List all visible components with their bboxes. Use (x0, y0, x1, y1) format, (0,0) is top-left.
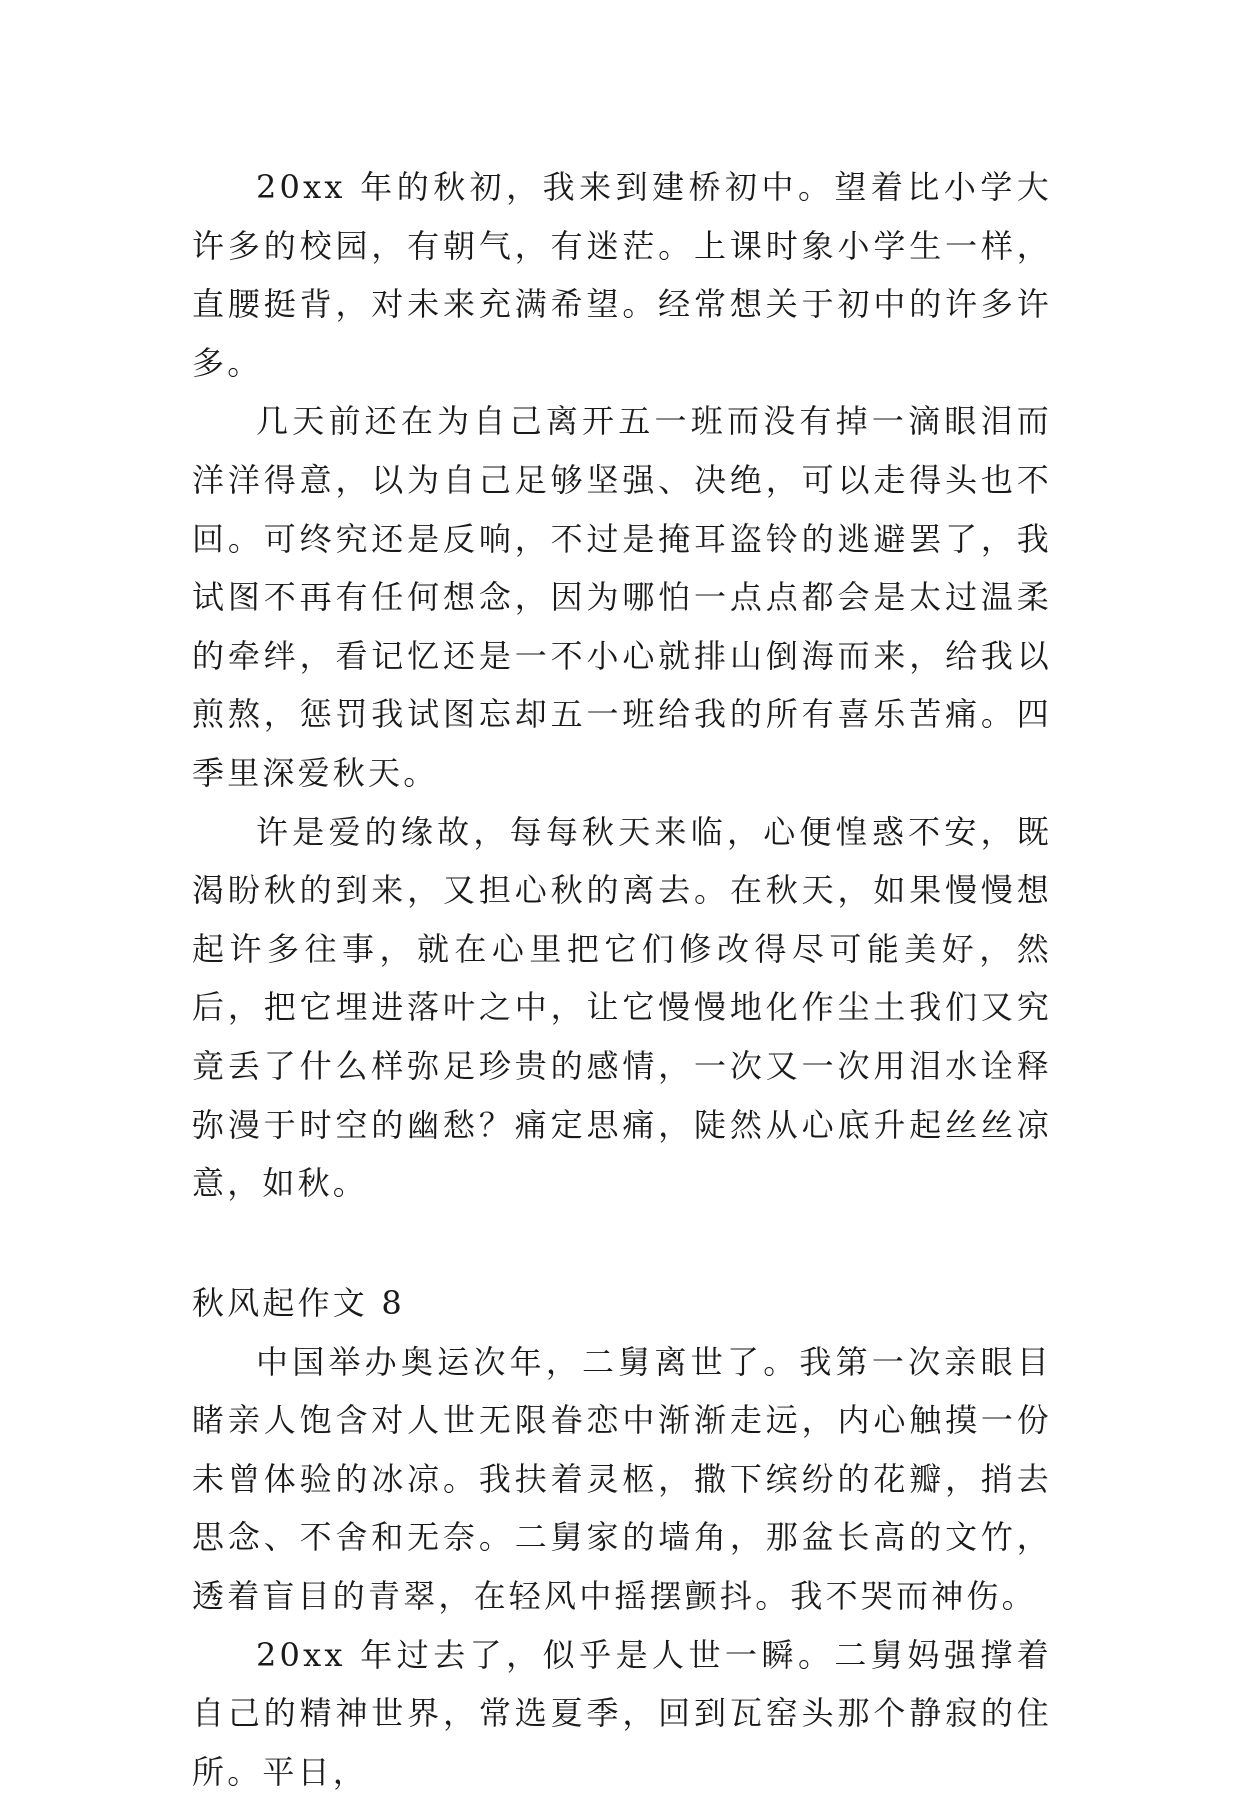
section-heading: 秋风起作文 8 (192, 1283, 405, 1322)
paragraph-1: 20xx 年的秋初，我来到建桥初中。望着比小学大许多的校园，有朝气，有迷茫。上课时象小学生一样，直腰挺背，对未来充满希望。经常想关于初中的许多许多。 (192, 168, 1052, 382)
paragraph-2: 几天前还在为自己离开五一班而没有掉一滴眼泪而洋洋得意，以为自己足够坚强、决绝，可以走得头也不回。可终究还是反响，不过是掩耳盗铃的逃避罢了，我试图不再有任何想念，因为哪怕一点点都会是太过温柔的牵绊，看记忆还是一不小心就排山倒海而来，给我以煎熬，惩罚我试图忘却五一班给我的所有喜乐苦痛。四季里深爱秋天。 (192, 402, 1052, 792)
document-body (192, 158, 1052, 1801)
paragraph-4: 中国举办奥运次年，二舅离世了。我第一次亲眼目睹亲人饱含对人世无限眷恋中渐渐走远，内心触摸一份未曾体验的冰凉。我扶着灵柩，撒下缤纷的花瓣，捎去思念、不舍和无奈。二舅家的墙角，那盆长高的文竹，透着盲目的青翠，在轻风中摇摆颤抖。我不哭而神伤。 (192, 1342, 1052, 1616)
paragraph-5: 20xx 年过去了，似乎是人世一瞬。二舅妈强撑着自己的精神世界，常选夏季，回到瓦窑头那个静寂的住所。平日， (192, 1635, 1052, 1791)
paragraph-3: 许是爱的缘故，每每秋天来临，心便惶惑不安，既渴盼秋的到来，又担心秋的离去。在秋天，如果慢慢想起许多往事，就在心里把它们修改得尽可能美好，然后，把它埋进落叶之中，让它慢慢地化作尘土我们又究竟丢了什么样弥足珍贵的感情，一次又一次用泪水诠释弥漫于时空的幽愁？痛定思痛，陡然从心底升起丝丝凉意，如秋。 (192, 812, 1052, 1203)
